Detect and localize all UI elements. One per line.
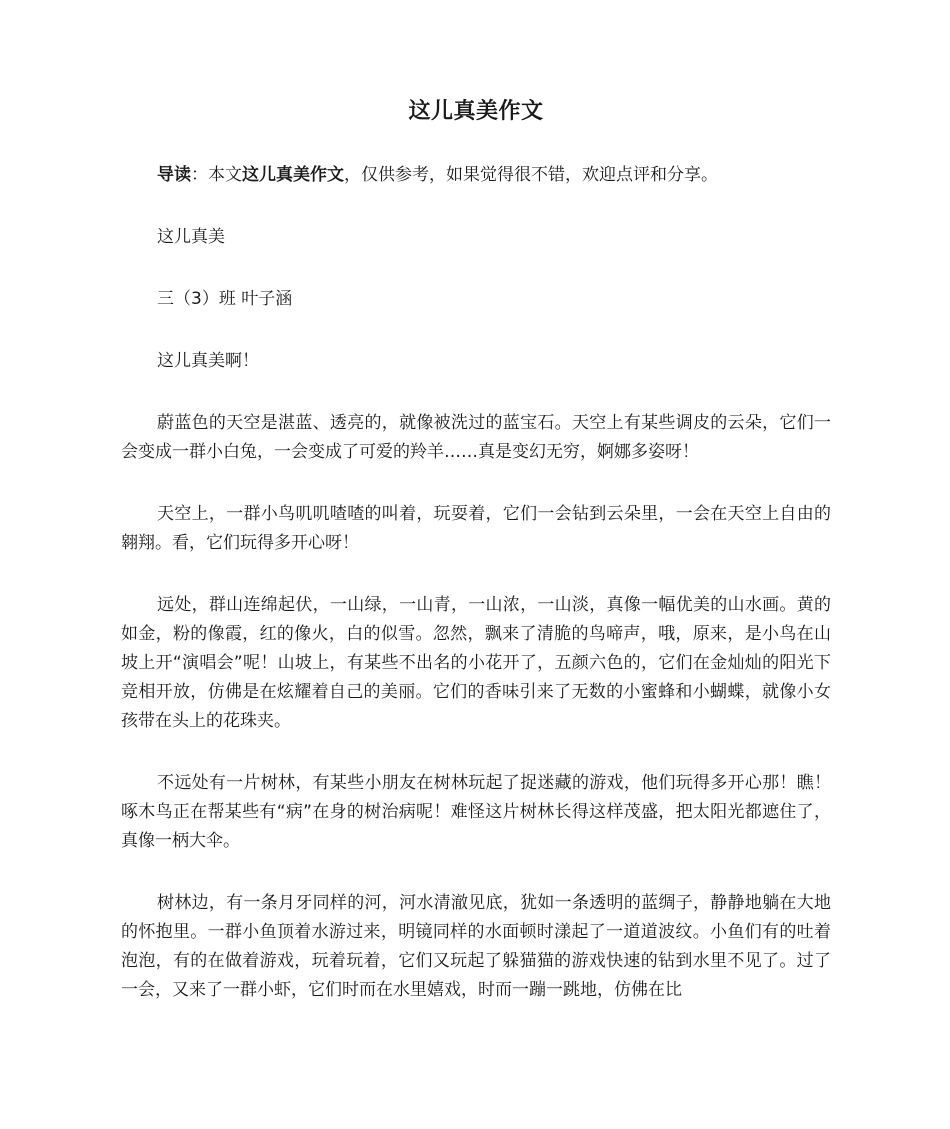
body-paragraph: 树林边，有一条月牙同样的河，河水清澈见底，犹如一条透明的蓝绸子，静静地躺在大地的怀抱里。一群小鱼顶着水游过来，明镜同样的水面顿时漾起了一道道波纹。小鱼们有的吐着泡泡，有的在做着游戏，玩着玩着，它们又玩起了躲猫猫的游戏快速的钻到水里不见了。过了一会，又来了一群小虾，它们时而在水里嬉戏，时而一蹦一跳地，仿佛在比	[121, 893, 831, 1000]
intro-bold-title: 这儿真美作文	[242, 165, 345, 185]
document-title: 这儿真美作文	[408, 99, 544, 124]
essay-heading: 这儿真美	[157, 227, 226, 247]
body-paragraph: 这儿真美啊！	[157, 351, 260, 371]
intro-label: 导读	[157, 165, 192, 185]
author-line: 三（3）班 叶子涵	[157, 289, 293, 309]
intro-separator: ：本文	[191, 165, 243, 185]
body-paragraph: 天空上，一群小鸟叽叽喳喳的叫着，玩耍着，它们一会钻到云朵里，一会在天空上自由的翱翔。看，它们玩得多开心呀！	[121, 504, 831, 553]
document-page	[121, 92, 831, 1038]
intro-paragraph	[121, 161, 831, 190]
body-paragraph: 不远处有一片树林，有某些小朋友在树林玩起了捉迷藏的游戏，他们玩得多开心那！瞧！啄木鸟正在帮某些有“病”在身的树治病呢！难怪这片树林长得这样茂盛，把太阳光都遮住了，真像一柄大伞。	[121, 773, 831, 851]
body-paragraph: 远处，群山连绵起伏，一山绿，一山青，一山浓，一山淡，真像一幅优美的山水画。黄的如金，粉的像霞，红的像火，白的似雪。忽然，飘来了清脆的鸟啼声，哦，原来，是小鸟在山坡上开“演唱会”呢！山坡上，有某些不出名的小花开了，五颜六色的，它们在金灿灿的阳光下竞相开放，仿佛是在炫耀着自己的美丽。它们的香味引来了无数的小蜜蜂和小蝴蝶，就像小女孩带在头上的花珠夹。	[121, 595, 831, 731]
body-paragraph: 蔚蓝色的天空是湛蓝、透亮的，就像被洗过的蓝宝石。天空上有某些调皮的云朵，它们一会变成一群小白兔，一会变成了可爱的羚羊……真是变幻无穷，婀娜多姿呀！	[121, 413, 831, 462]
intro-rest: ，仅供参考，如果觉得很不错，欢迎点评和分享。	[344, 165, 719, 185]
